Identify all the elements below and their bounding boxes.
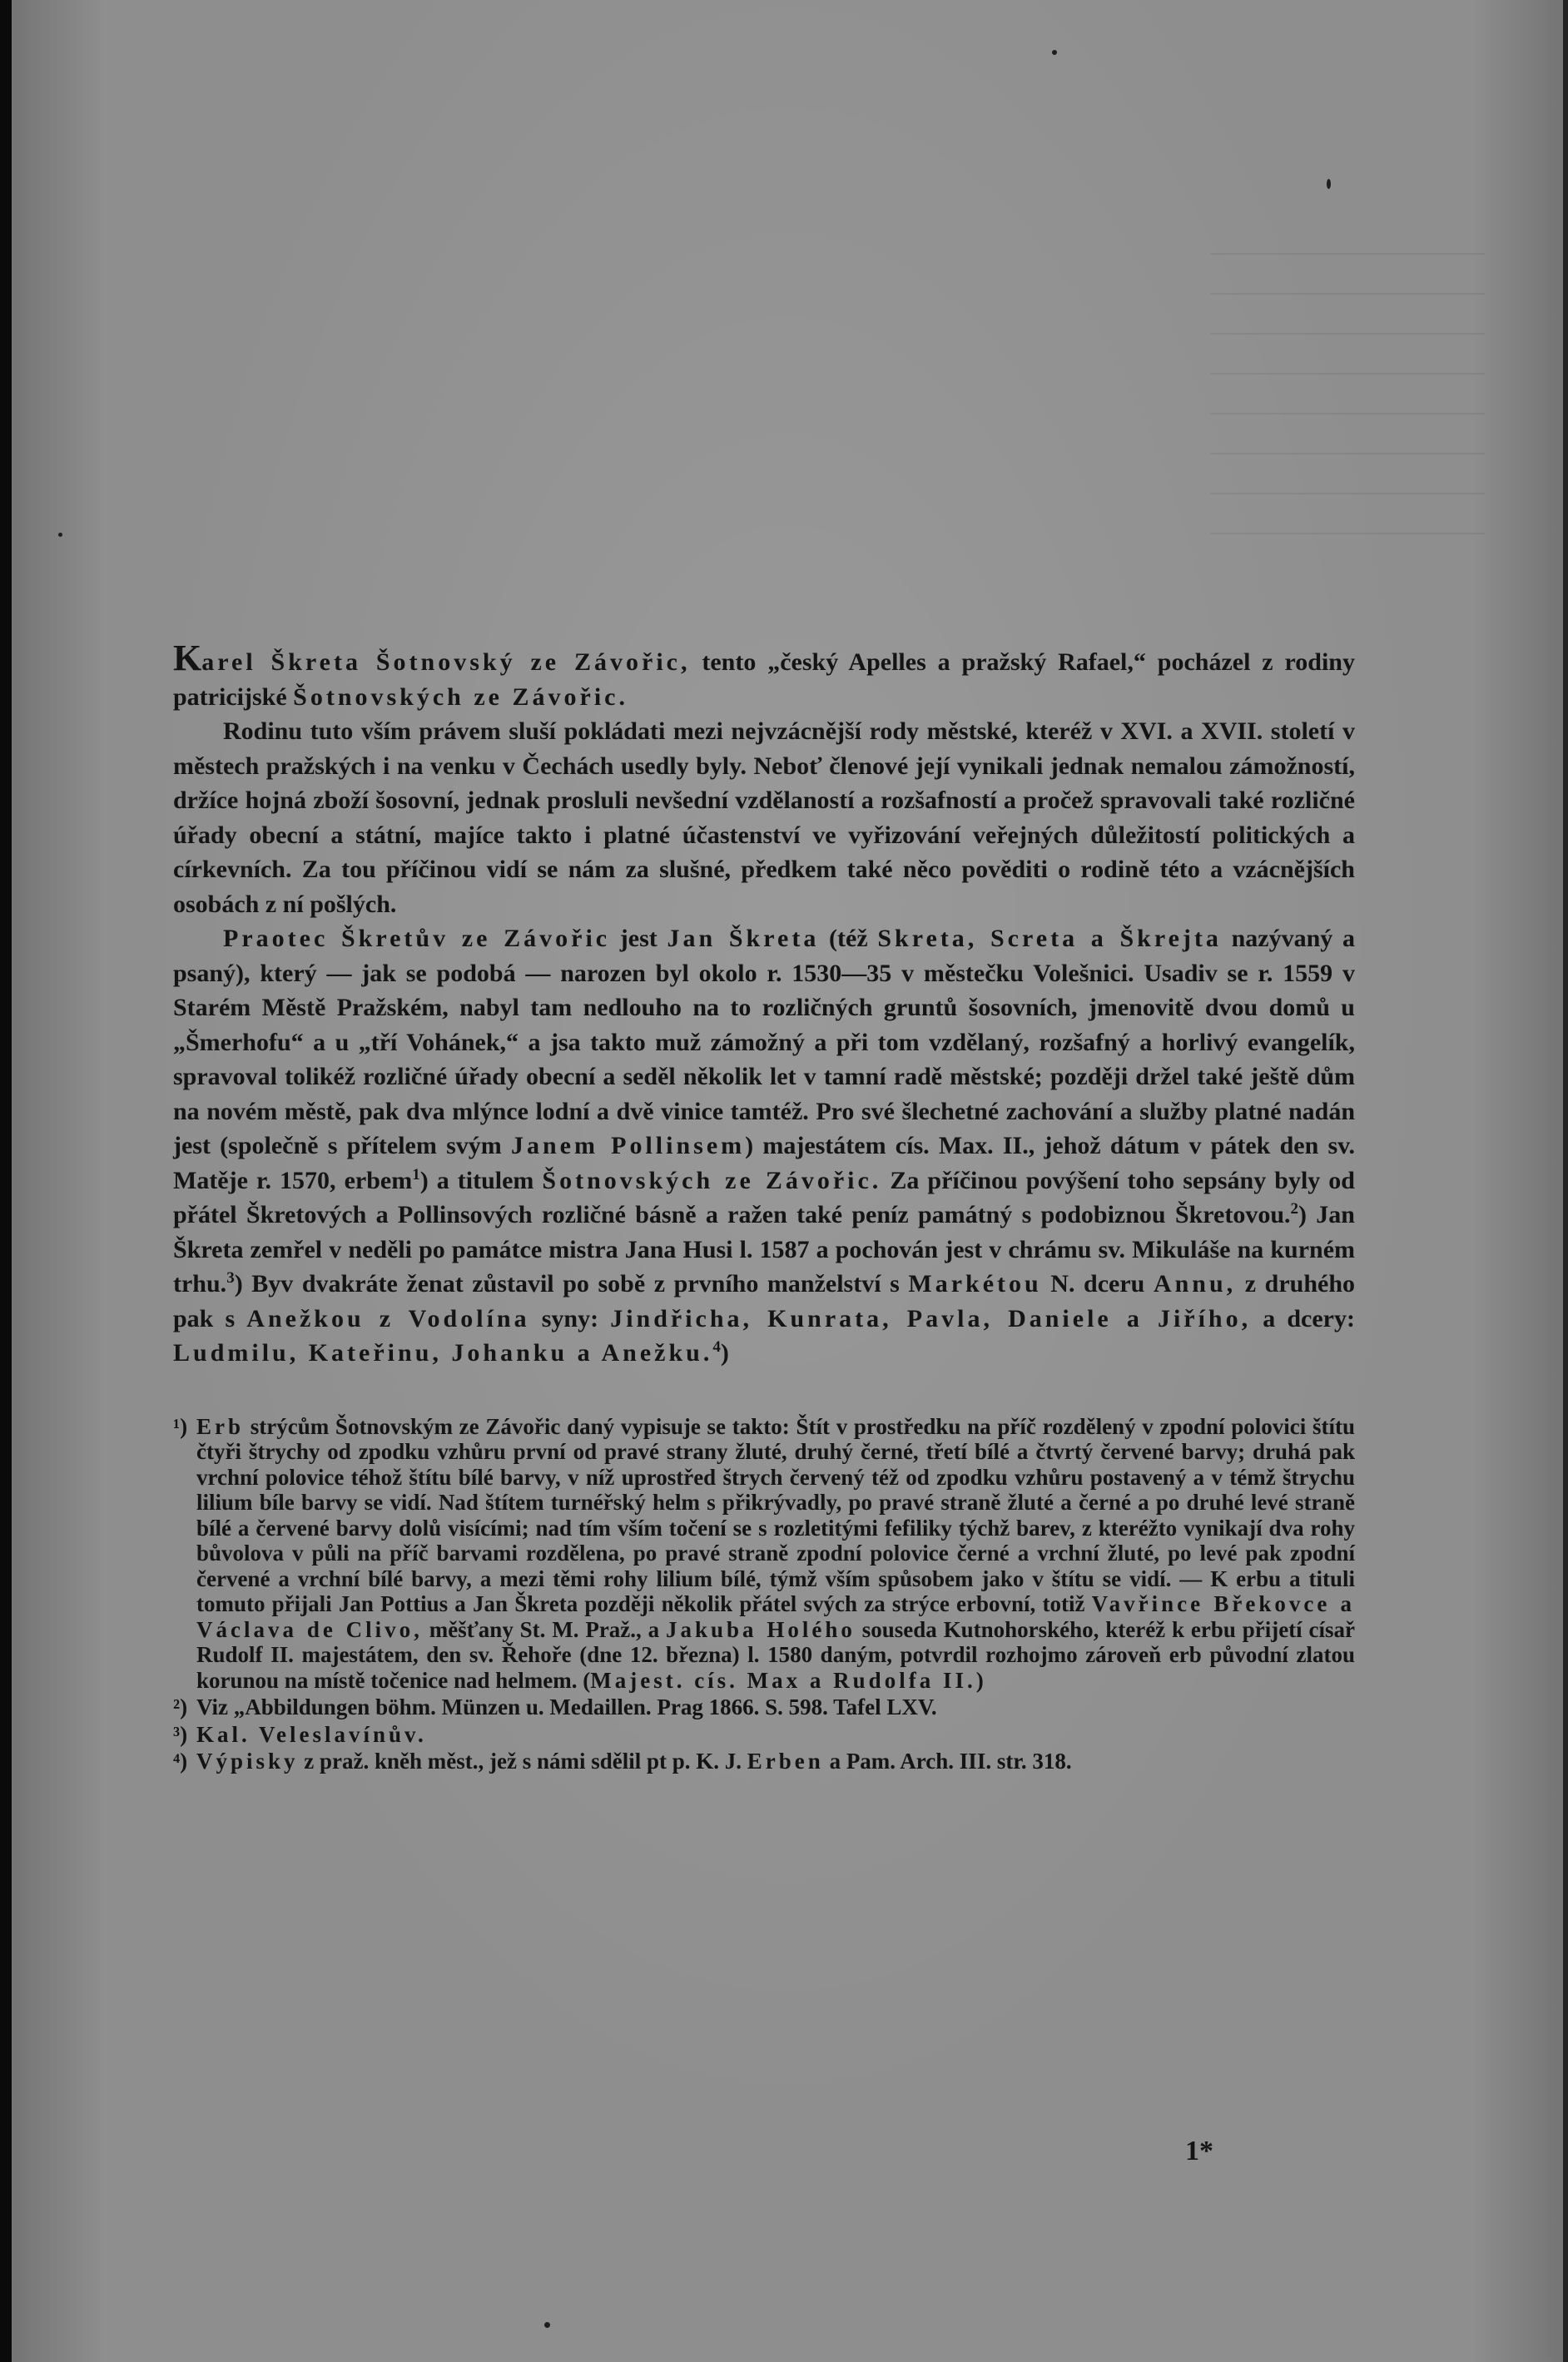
text-run: Markétou xyxy=(908,1270,1042,1298)
footnote-reference: 2 xyxy=(1290,1200,1299,1218)
text-run: souseda Kutnohorského, kteréž k erbu přijetí císař Rudolf II. majestátem, den sv. Řehoře (dne 12. března) l. 1580 daným, potvrdil rozhojmo zároveň erb původní zlatou korunou na místě točenice nad helmem. ( xyxy=(196,1616,1355,1693)
dust-speck xyxy=(1052,50,1057,55)
footnote-reference: 1 xyxy=(412,1165,420,1183)
text-run: jest xyxy=(610,925,667,952)
footnote-number: ⁴) xyxy=(173,1749,188,1774)
text-run: ) xyxy=(720,1339,729,1367)
text-run: K xyxy=(173,638,202,678)
page-text xyxy=(173,638,1356,1774)
text-run: N. dceru xyxy=(1041,1270,1154,1298)
paragraph xyxy=(173,638,1355,714)
text-run: Praotec Škretův ze Závořic xyxy=(223,925,611,952)
text-run: ) majestátem cís. Max. II., jehož dátum v pátek den sv. Matěje r. 1570, erbem xyxy=(173,1132,1355,1194)
text-run: z druhého pak s xyxy=(173,1270,1356,1332)
text-run: Šotnovských ze Závořic. xyxy=(542,1166,882,1194)
scan-left-edge xyxy=(0,0,12,2362)
footnote-number: ³) xyxy=(173,1721,188,1747)
text-run: Ludmilu, Kateřinu, Johanku a Anežku. xyxy=(173,1339,713,1367)
paragraph xyxy=(173,921,1355,1371)
bleed-through-shadow xyxy=(1210,225,1485,591)
text-run: z praž. kněh měst., jež s námi sdělil pt p. K. J. xyxy=(298,1749,747,1774)
footnote xyxy=(173,1414,1355,1694)
text-run: Anežkou z Vodolína xyxy=(246,1304,530,1332)
text-run: Jakuba Holého xyxy=(665,1616,856,1642)
signature-mark: 1* xyxy=(1185,2136,1213,2166)
footnote xyxy=(173,1722,1355,1748)
text-run: Kal. Veleslavínův. xyxy=(196,1721,427,1747)
text-run: Majest. cís. Max a Rudolfa II. xyxy=(590,1667,976,1693)
text-run: Jan Škreta xyxy=(667,925,820,952)
text-run: syny: xyxy=(529,1304,611,1332)
text-run: Janem Pollinsem xyxy=(510,1132,746,1159)
footnotes xyxy=(173,1414,1355,1774)
text-run: Skreta, Screta a Škrejta xyxy=(877,925,1222,952)
main-text xyxy=(173,638,1356,1371)
text-run: Výpisky xyxy=(196,1749,299,1774)
footnote xyxy=(173,1749,1355,1774)
text-run: Za příčinou povýšení toho sepsány byly od přátel Škretových a Pollinsových rozličné básně a ražen také peníz památný s podobiznou Škretovou. xyxy=(173,1166,1355,1228)
text-run: Jindřicha, Kunrata, Pavla, Daniele a Jiřího, xyxy=(610,1304,1252,1332)
text-run: Erben xyxy=(747,1749,824,1774)
text-run: strýcům Šotnovským ze Závořic daný vypisuje se takto: Štít v prostředku na příč rozdělený v zpodní polovici štítu čtyři štrychy od zpodku vzhůru první od pravé strany žluté, druhý černé, třetí bílé a čtvrtý červené barvy; druhá pak vrchní polovice téhož štítu bílé barvy, v níž uprostřed štrych červený též od zpodku vzhůru postavený a v témž štrychu lilium bíle barvy se vidí. Nad štítem turnéřský helm s přikrývadly, po pravé straně žluté a černé a po druhé levé straně bílé a červené barvy dolů visícími; nad tím vším točení se s rozletitými fefiliky týchž barev, z kteréžto vynikají dva rohy bůvolova v půli na příč barvami rozdělena, po pravé straně zpodní polovice černé a vrchní žluté, po levé pak zpodní červené a vrchní bílé barvy, a mezi těmi rohy lilium bílé, týmž vším spůsobem jako v štítu se vidí. — K erbu a tituli tomuto přijali Jan Pottius a Jan Škreta později několik přátel svých za strýce erbovní, totiž xyxy=(196,1413,1355,1616)
text-run: ) Jan Škreta zemřel v neděli po památce mistra Jana Husi l. 1587 a pochován jest v chrámu sv. Mikuláše na kurném trhu. xyxy=(173,1201,1355,1298)
footnote-reference: 3 xyxy=(226,1269,235,1287)
text-run: ) Byv dvakráte ženat zůstavil po sobě z prvního manželství s xyxy=(234,1270,909,1298)
text-run: a Pam. Arch. III. str. 318. xyxy=(823,1749,1072,1774)
dust-speck xyxy=(58,533,62,537)
text-run: Šotnovských ze Závořic. xyxy=(293,682,628,711)
footnote-number: ²) xyxy=(173,1695,188,1719)
dust-speck xyxy=(1327,179,1331,189)
dust-speck xyxy=(544,2322,550,2328)
text-run: a dcery: xyxy=(1251,1304,1355,1332)
text-run: nazývaný a psaný), který — jak se podobá — narozen byl okolo r. 1530—35 v městečku Volešnici. Usadiv se r. 1559 v Starém Městě Pražském, nabyl tam nedlouho na to rozličných gruntů šosovních, jmenovitě dvou domů u „Šmerhofu“ a u „tří Vohánek,“ a jsa takto muž zámožný a při tom vzdělaný, rozšafný a horlivý evangelík, spravoval tolikéž rozličné úřady obecní a seděl několik let v tamní radě městské; později držel také ještě dům na novém městě, pak dva mlýnce lodní a dvě vinice tamtéž. Pro své šlechetné zachování a služby platné nadán jest (společně s přítelem svým xyxy=(173,925,1355,1159)
text-run: ) a titulem xyxy=(419,1166,543,1194)
text-run: ) xyxy=(975,1667,984,1693)
text-run: (též xyxy=(819,925,878,952)
text-run: tento „český Apelles a pražský Rafael,“ pocházel z rodiny patricijské xyxy=(173,648,1355,711)
text-run: Viz „Abbildungen böhm. Münzen u. Medaillen. Prag 1866. S. 598. Tafel LXV. xyxy=(196,1695,937,1719)
text-run: Rodinu tuto vším právem sluší pokládati mezi nejvzácnější rody městské, kteréž v XVI. a XVII. století v městech pražských i na venku v Čechách usedly byly. Neboť členové její vynikali jednak nemalou zámožností, držíce hojná zboží šosovní, jednak prosluli nevšední vzdělaností a rozšafností a pročež spravovali také rozličné úřady obecní a státní, majíce takto i platné účastenství ve vyřizování veřejných důležitostí politických a církevních. Za tou příčinou vidí se nám za slušné, předkem také něco pověditi o rodině této a vzácnějších osobách z ní pošlých. xyxy=(173,717,1355,918)
text-run: měšťany St. M. Praž., a xyxy=(422,1616,666,1642)
paragraph xyxy=(173,714,1355,921)
text-run: Erb xyxy=(196,1413,245,1439)
footnote-reference: 4 xyxy=(712,1338,721,1356)
text-run: Annu, xyxy=(1153,1270,1237,1298)
text-run: Vavřince Břekovce a Václava de Clivo, xyxy=(196,1591,1356,1642)
scan-right-edge xyxy=(1563,0,1568,2362)
footnote xyxy=(173,1695,1355,1720)
text-run: arel Škreta Šotnovský ze Závořic, xyxy=(201,648,691,676)
footnote-number: ¹) xyxy=(173,1413,188,1439)
